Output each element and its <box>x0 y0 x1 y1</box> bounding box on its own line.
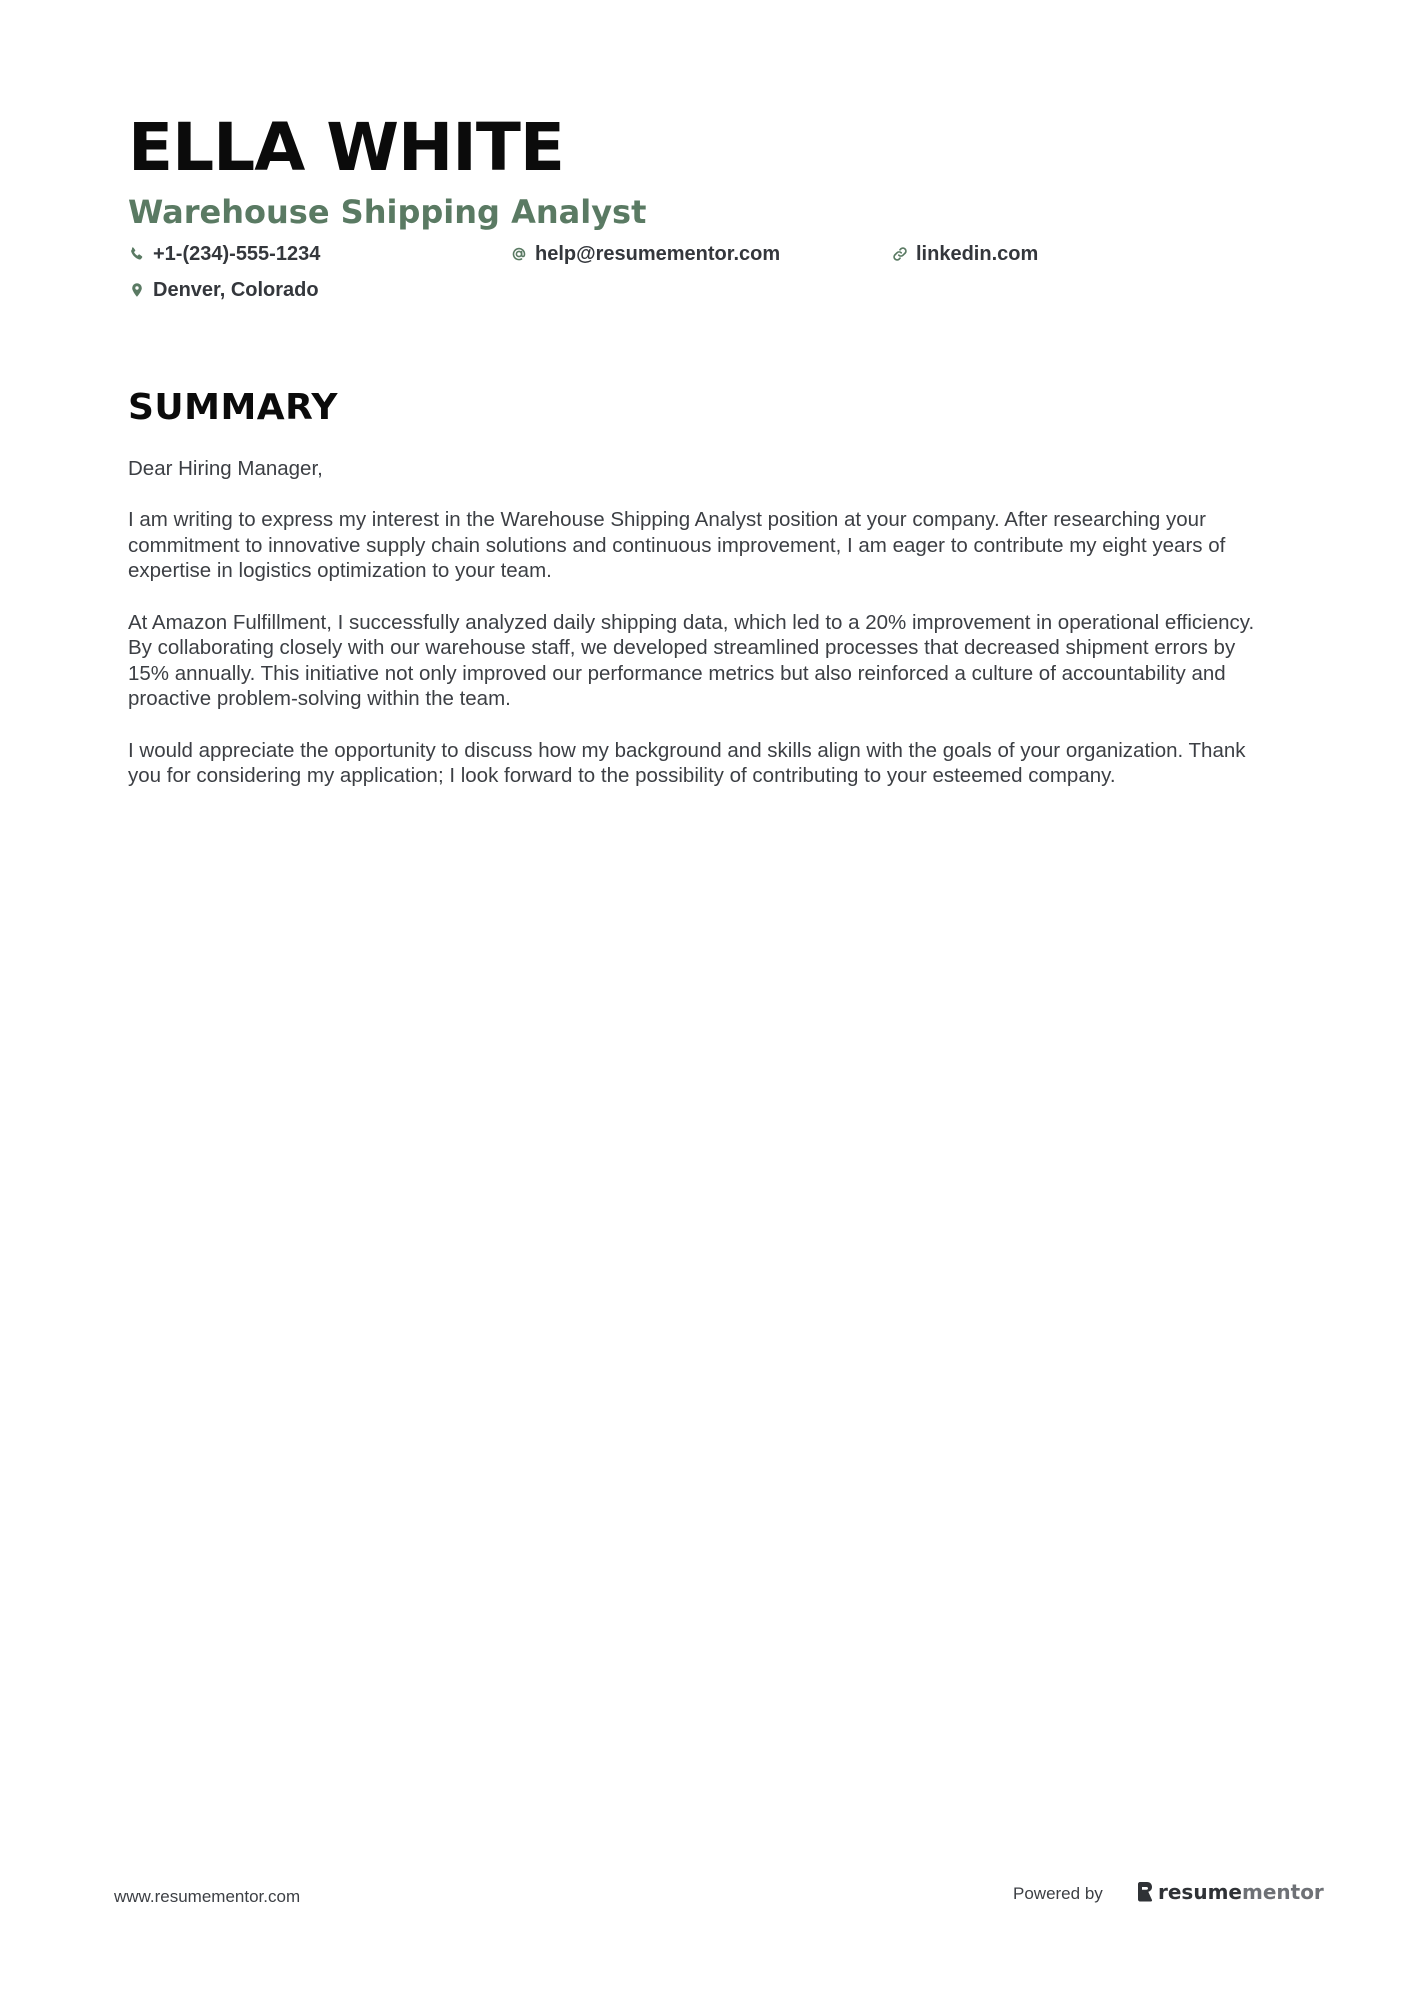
letter-body <box>128 456 1278 814</box>
at-icon <box>510 245 528 263</box>
email-text[interactable]: help@resumementor.com <box>535 243 781 265</box>
link-icon <box>891 245 909 263</box>
contact-linkedin <box>891 240 1038 268</box>
linkedin-text[interactable]: linkedin.com <box>916 243 1039 265</box>
powered-by-label: Powered by <box>1013 1884 1103 1903</box>
footer-website-link[interactable]: www.resumementor.com <box>114 1887 301 1906</box>
phone-icon <box>128 245 146 263</box>
contact-phone <box>128 240 320 268</box>
brand-text-resume: resume <box>1158 1880 1242 1904</box>
paragraph: I am writing to express my interest in the Warehouse Shipping Analyst position at your company. After researching your commitment to innovative supply chain solutions and continuous improvement, I am eager to contribute my eight years of expertise in logistics optimization to your team. <box>128 508 1226 583</box>
phone-text: +1-(234)-555-1234 <box>153 243 321 265</box>
job-title: Warehouse Shipping Analyst <box>128 193 647 231</box>
location-text: Denver, Colorado <box>153 279 319 301</box>
paragraph: I would appreciate the opportunity to discuss how my background and skills align with the goals of your organization. Thank you for considering my application; I look forward to the possibility of contributing to your esteemed company. <box>128 738 1246 788</box>
summary-heading: SUMMARY <box>128 387 338 428</box>
resumementor-logo-icon <box>1136 1881 1154 1903</box>
candidate-name: ELLA WHITE <box>128 109 564 186</box>
salutation: Dear Hiring Manager, <box>128 457 323 480</box>
contact-email <box>510 240 780 268</box>
brand-logo[interactable] <box>1136 1878 1324 1906</box>
contact-location <box>128 276 319 304</box>
location-pin-icon <box>128 281 146 299</box>
paragraph: At Amazon Fulfillment, I successfully analyzed daily shipping data, which led to a 20% improvement in operational efficiency. By collaborating closely with our warehouse staff, we developed streamlined processes that decreased shipment errors by 15% annually. This initiative not only improved our performance metrics but also reinforced a culture of accountability and proactive problem-solving within the team. <box>128 610 1255 711</box>
brand-text-mentor: mentor <box>1241 1880 1324 1904</box>
